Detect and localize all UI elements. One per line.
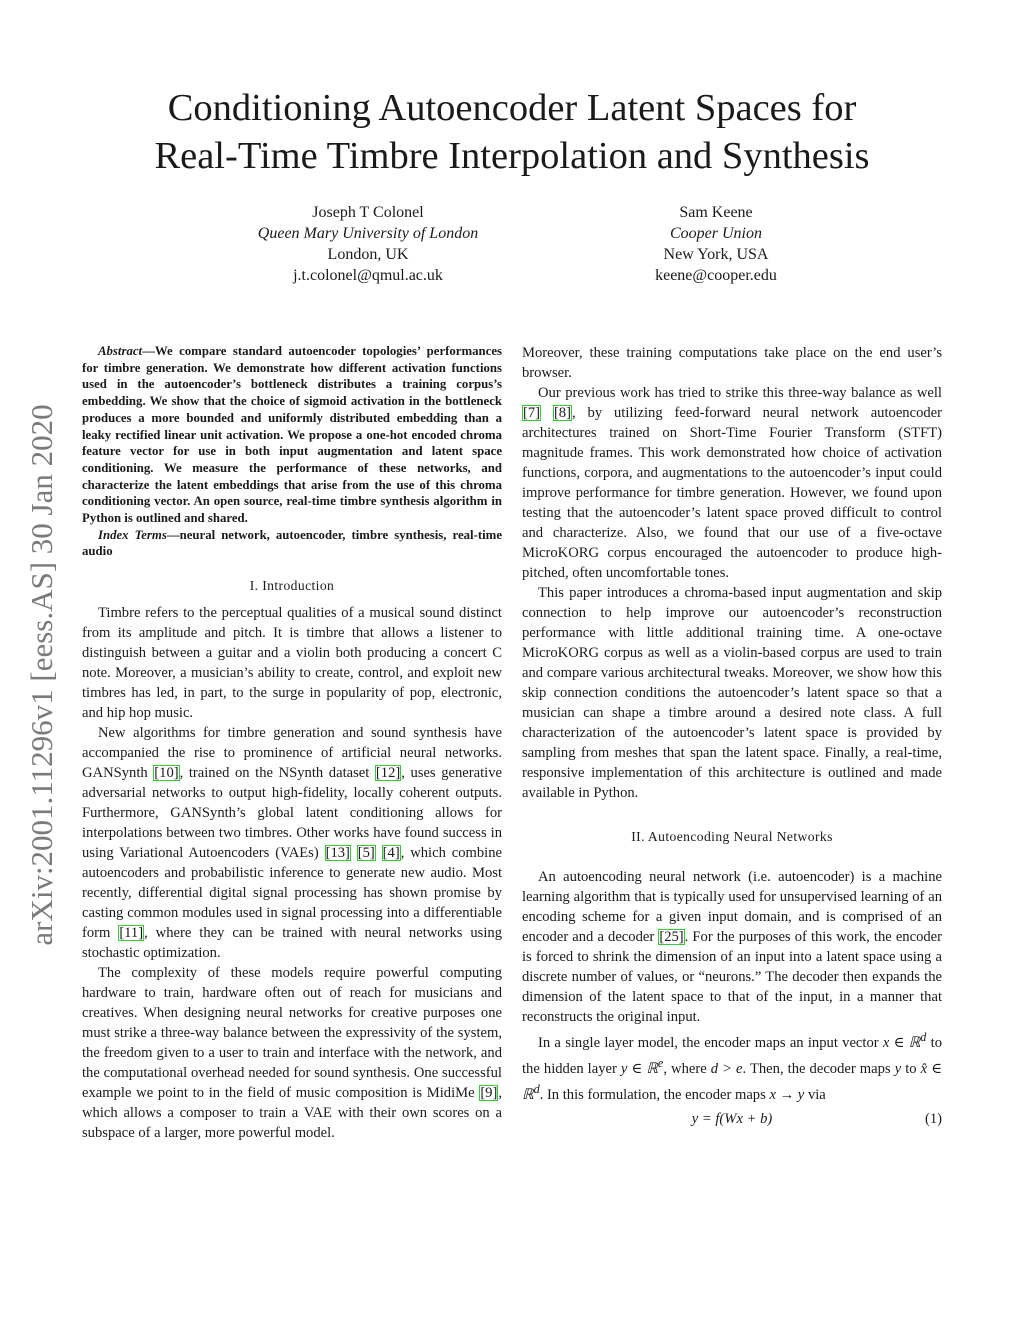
citation-link[interactable]: [12]: [375, 765, 401, 782]
text-run: An autoencoding neural network (i.e. autoencoder) is a machine learning algorithm that is typically used for unsupervised learning of an encoding scheme for a given input domain, and is comprised of an encoder and a decoder: [522, 869, 942, 945]
text-run: to: [901, 1060, 921, 1077]
equation-number: (1): [924, 1110, 942, 1127]
citation-link[interactable]: [11]: [119, 925, 144, 942]
index-terms: [82, 527, 502, 560]
citation-link[interactable]: [4]: [382, 845, 400, 862]
author-location: London, UK: [327, 246, 409, 263]
paper-title: [0, 84, 1024, 180]
math-inline: [882, 1030, 927, 1051]
abstract-label: Abstract: [98, 344, 143, 358]
math-inline: [620, 1055, 664, 1077]
math-superscript: d: [533, 1081, 540, 1096]
math-superscript: e: [657, 1055, 664, 1070]
text-run: . Then, the decoder maps: [742, 1060, 895, 1077]
text-run: , trained on the NSynth dataset: [179, 765, 375, 782]
math-inline: y: [894, 1060, 902, 1077]
author-email: j.t.colonel@qmul.ac.uk: [293, 267, 443, 284]
author-name: Sam Keene: [679, 204, 753, 221]
author-affiliation: Cooper Union: [670, 225, 762, 242]
text-run: , by utilizing feed-forward neural network autoencoder architectures trained on Short-Time Fourier Transform (STFT) magnitude frames. This work demonstrated how choice of activation functions, corpora, and augmentations to the autoencoder’s input could improve performance for timbre generation. However, we found upon testing that the autoencoder’s latent space proved difficult to control and characterize. Also, we found that our use of a five-octave MicroKORG corpus encouraged the autoencoder to produce high-pitched, often uncomfortable tones.: [522, 405, 942, 581]
author-location: New York, USA: [663, 246, 769, 263]
equation-body: y = f(Wx + b): [691, 1110, 773, 1127]
index-terms-label: Index Terms: [98, 527, 167, 542]
citation-link[interactable]: [7]: [523, 405, 541, 421]
citation-link[interactable]: [8]: [553, 405, 571, 421]
citation-link[interactable]: [25]: [659, 929, 684, 945]
text-run: In a single layer model, the encoder maps an input vector: [538, 1034, 883, 1051]
left-column: [82, 343, 502, 1143]
author-block-2: [566, 202, 866, 286]
intro-paragraph-5: This paper introduces a chroma-based input augmentation and skip connection to help improve our autoencoder’s reconstruction performance with little additional training time. A one-octave MicroKORG corpus as well as a violin-based corpus are used to train and compare various architectural tweaks. Moreover, we show how this skip connection conditions the autoencoder’s latent space so that a musician can shape a timbre around a desired note class. A full characterization of the autoencoder’s latent space is provided by sampling from meshes that span the latent space. Finally, a real-time, responsive implementation of this architecture is outlined and made available in Python.: [522, 585, 942, 801]
citation-link[interactable]: [10]: [154, 765, 179, 782]
intro-paragraph-2: [82, 723, 502, 963]
equation-1: [522, 1109, 942, 1129]
text-run: Our previous work has tried to strike this three-way balance as well: [538, 385, 942, 401]
math-token: x ∈ ℝ: [882, 1034, 921, 1051]
author-affiliation: Queen Mary University of London: [257, 225, 479, 242]
text-run: , where they can be trained with neural networks using stochastic optimization.: [82, 925, 502, 962]
intro-paragraph-1: Timbre refers to the perceptual qualities of a musical sound distinct from its amplitude and pitch. It is timbre that allows a listener to distinguish between a guitar and a violin both producing a concert C note. Moreover, a musician’s ability to create, control, and exploit new timbres has led, in part, to the surge in popularity of pop, electronic, and hip hop music.: [82, 605, 502, 722]
citation-link[interactable]: [13]: [325, 845, 350, 862]
text-run: New algorithms for timbre generation and sound synthesis have accompanied the rise to prominence of artificial neural networks. GANSynth: [82, 725, 502, 782]
citation-link[interactable]: [5]: [357, 845, 375, 862]
autoencoder-paragraph-1: [522, 867, 942, 1027]
title-line-1: Conditioning Autoencoder Latent Spaces for: [167, 87, 857, 129]
author-name: Joseph T Colonel: [312, 204, 424, 221]
text-run: , which combine autoencoders and probabilistic inference to generate new audio. Most recently, differential digital signal processing has shown promise by casting common modules used in signal processing into a differentiable form: [82, 845, 502, 942]
author-email: keene@cooper.edu: [655, 267, 777, 284]
math-inline: d > e: [710, 1060, 743, 1077]
text-run: via: [804, 1086, 826, 1103]
abstract-text: —We compare standard autoencoder topologies’ performances for timbre generation. We demonstrate how different activation functions used in the autoencoder’s bottleneck distributes a training corpus’s embedding. We show that the choice of sigmoid activation in the bottleneck produces a more bounded and uniformly distributed embedding than a leaky rectified linear unit activation. We propose a one-hot encoded chroma feature vector for use in both input augmentation and latent space conditioning. We measure the performance of these networks, and characterize the latent embeddings that arise from the use of this chroma conditioning vector. An open source, real-time timbre synthesis algorithm in Python is outlined and shared.: [82, 344, 502, 526]
text-run: . In this formulation, the encoder maps: [539, 1086, 770, 1103]
text-run: The complexity of these models require powerful computing hardware to train, hardware often out of reach for musicians and creatives. When designing neural networks for creative purposes one must strike a three-way balance between the expressivity of the system, the freedom given to a user to train and interface with the network, and the computational overhead needed for sound synthesis. One successful example we point to in the field of music composition is MidiMe: [82, 965, 502, 1102]
abstract: [82, 343, 502, 527]
section-heading-introduction: I. Introduction: [249, 578, 335, 594]
title-line-2: Real-Time Timbre Interpolation and Synthesis: [154, 135, 870, 177]
math-token: x̂ ∈ ℝ: [522, 1060, 943, 1103]
intro-paragraph-4: [522, 383, 942, 583]
citation-link[interactable]: [9]: [480, 1085, 498, 1102]
autoencoder-paragraph-2: [522, 1027, 942, 1105]
section-heading-autoencoding: II. Autoencoding Neural Networks: [631, 829, 833, 844]
text-run: , which allows a composer to train a VAE with their own scores on a subspace of a larger, more powerful model.: [82, 1085, 502, 1142]
text-run: to the hidden layer: [522, 1034, 943, 1077]
author-block-1: [218, 202, 518, 286]
continued-paragraph: Moreover, these training computations take place on the end user’s browser.: [522, 345, 942, 381]
math-superscript: d: [920, 1030, 927, 1044]
text-run: . For the purposes of this work, the encoder is forced to shrink the dimension of an input into a latent space using a discrete number of values, or “neurons.” The decoder then expands the dimension of the latent space to that of the input, in a manner that reconstructs the original input.: [522, 929, 942, 1025]
math-token: y ∈ ℝ: [620, 1060, 658, 1077]
right-column: [522, 343, 942, 1129]
index-terms-text: —neural network, autoencoder, timbre synthesis, real-time audio: [82, 527, 502, 559]
arxiv-identifier: arXiv:2001.11296v1 [eess.AS] 30 Jan 2020: [24, 404, 59, 946]
text-run: , uses generative adversarial networks to output high-fidelity, locally coherent outputs. Furthermore, GANSynth’s global latent conditioning allows for interpolations between two timbres. Other works have found success in using Variational Autoencoders (VAEs): [82, 765, 502, 862]
text-run: , where: [663, 1060, 711, 1077]
intro-paragraph-3: [82, 963, 502, 1143]
math-inline: x → y: [769, 1086, 805, 1103]
